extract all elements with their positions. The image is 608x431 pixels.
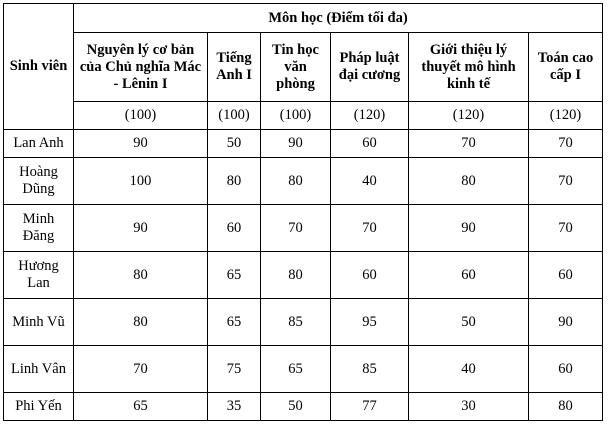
score-cell: 30 [409, 393, 529, 421]
max-score-cell: (120) [331, 102, 409, 130]
score-cell: 70 [529, 205, 603, 252]
header-row-group [4, 4, 603, 33]
table-row [4, 130, 603, 158]
score-cell: 80 [208, 158, 261, 205]
score-cell: 80 [74, 252, 208, 299]
subject-header: Tin học văn phòng [261, 33, 331, 102]
max-score-cell: (120) [409, 102, 529, 130]
subject-header: Nguyên lý cơ bản của Chủ nghĩa Mác - Lênin I [74, 33, 208, 102]
subject-header: Pháp luật đại cương [331, 33, 409, 102]
score-cell: 40 [331, 158, 409, 205]
max-score-cell: (100) [208, 102, 261, 130]
score-cell: 80 [261, 252, 331, 299]
table-row [4, 299, 603, 346]
score-cell: 65 [208, 252, 261, 299]
score-cell: 77 [331, 393, 409, 421]
subject-header: Toán cao cấp I [529, 33, 603, 102]
score-cell: 60 [331, 252, 409, 299]
score-cell: 50 [409, 299, 529, 346]
score-cell: 70 [529, 158, 603, 205]
subject-header: Tiếng Anh I [208, 33, 261, 102]
student-name: Hương Lan [4, 252, 74, 299]
score-cell: 90 [74, 205, 208, 252]
score-table [3, 3, 603, 421]
subject-header: Giới thiệu lý thuyết mô hình kinh tế [409, 33, 529, 102]
score-cell: 65 [74, 393, 208, 421]
score-cell: 65 [208, 299, 261, 346]
score-cell: 80 [409, 158, 529, 205]
subject-group-header: Môn học (Điểm tối đa) [74, 4, 603, 33]
table-row [4, 205, 603, 252]
table-row [4, 252, 603, 299]
score-cell: 70 [261, 205, 331, 252]
score-cell: 70 [409, 130, 529, 158]
score-cell: 65 [261, 346, 331, 393]
score-cell: 85 [261, 299, 331, 346]
score-cell: 50 [208, 130, 261, 158]
score-cell: 60 [208, 205, 261, 252]
subject-header-row [4, 33, 603, 102]
student-name: Minh Đăng [4, 205, 74, 252]
score-cell: 80 [261, 158, 331, 205]
score-cell: 90 [74, 130, 208, 158]
max-score-cell: (100) [261, 102, 331, 130]
max-score-cell: (120) [529, 102, 603, 130]
score-cell: 80 [529, 393, 603, 421]
score-cell: 70 [74, 346, 208, 393]
score-cell: 100 [74, 158, 208, 205]
table-row [4, 346, 603, 393]
score-cell: 60 [409, 252, 529, 299]
student-name: Linh Vân [4, 346, 74, 393]
student-name: Minh Vũ [4, 299, 74, 346]
score-cell: 75 [208, 346, 261, 393]
student-name: Phi Yến [4, 393, 74, 421]
table-row [4, 158, 603, 205]
score-cell: 90 [261, 130, 331, 158]
score-cell: 35 [208, 393, 261, 421]
score-cell: 60 [331, 130, 409, 158]
score-cell: 90 [409, 205, 529, 252]
score-cell: 40 [409, 346, 529, 393]
score-cell: 85 [331, 346, 409, 393]
max-score-row [4, 102, 603, 130]
score-cell: 90 [529, 299, 603, 346]
student-column-header: Sinh viên [4, 4, 74, 130]
max-score-cell: (100) [74, 102, 208, 130]
score-cell: 60 [529, 346, 603, 393]
student-name: Hoàng Dũng [4, 158, 74, 205]
score-cell: 50 [261, 393, 331, 421]
score-cell: 70 [529, 130, 603, 158]
table-row [4, 393, 603, 421]
score-cell: 60 [529, 252, 603, 299]
score-cell: 80 [74, 299, 208, 346]
student-name: Lan Anh [4, 130, 74, 158]
score-cell: 95 [331, 299, 409, 346]
score-cell: 70 [331, 205, 409, 252]
